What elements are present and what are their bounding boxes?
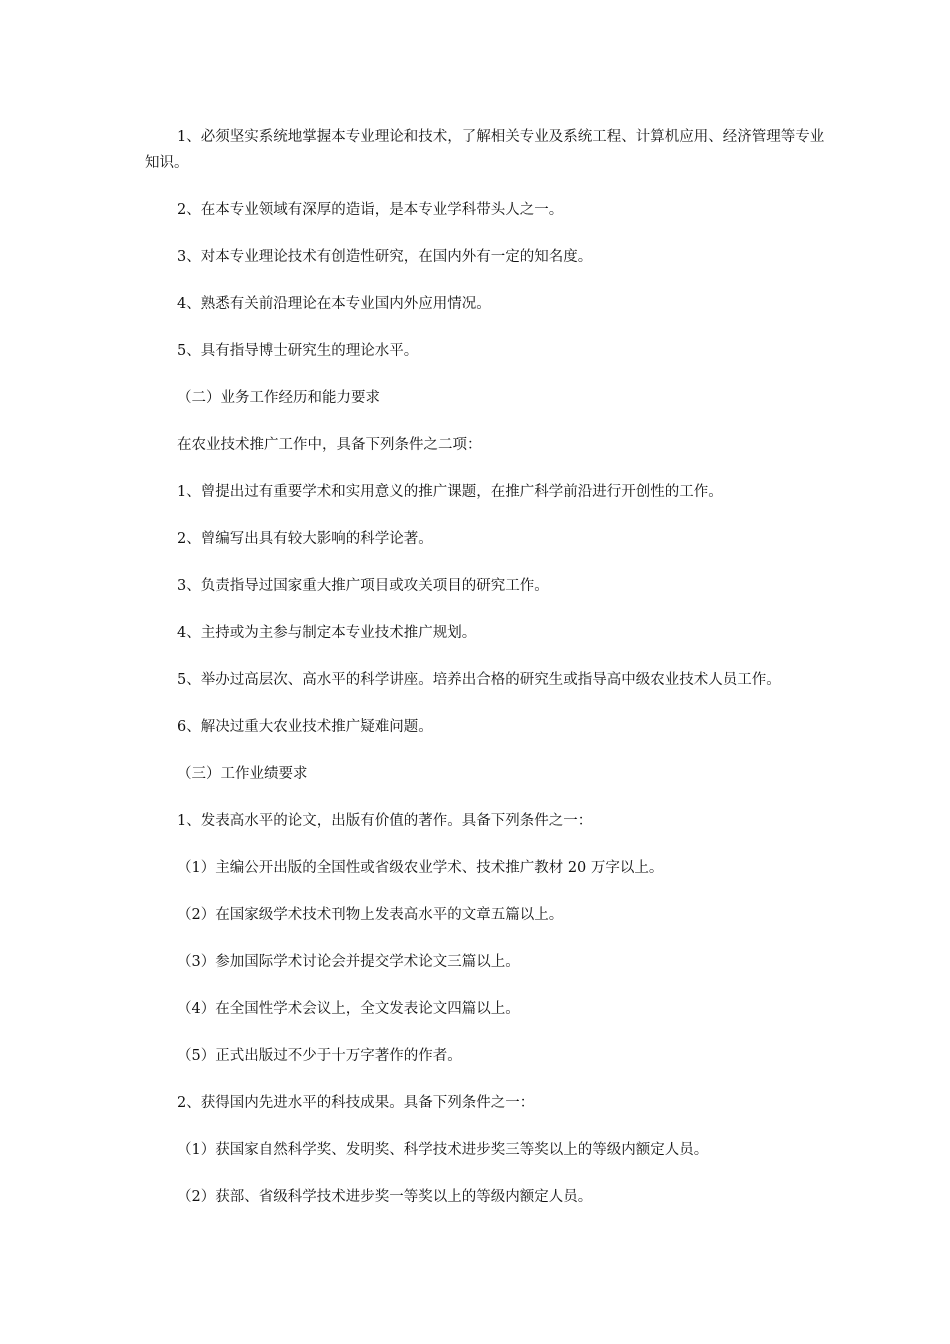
paragraph-2: 2、在本专业领域有深厚的造诣，是本专业学科带头人之一。: [177, 202, 564, 218]
paragraph-15: （2）在国家级学术技术刊物上发表高水平的文章五篇以上。: [177, 907, 564, 923]
paragraph-12: 6、解决过重大农业技术推广疑难问题。: [177, 719, 433, 735]
paragraph-9: 3、负责指导过国家重大推广项目或攻关项目的研究工作。: [177, 578, 549, 594]
paragraph-11: 5、举办过高层次、高水平的科学讲座。培养出合格的研究生或指导高中级农业技术人员工作。: [177, 672, 781, 688]
paragraph-7: 1、曾提出过有重要学术和实用意义的推广课题，在推广科学前沿进行开创性的工作。: [177, 484, 723, 500]
paragraph-1: 1、必须坚实系统地掌握本专业理论和技术，了解相关专业及系统工程、计算机应用、经济管理等专业知识。: [145, 129, 825, 171]
paragraph-4: 4、熟悉有关前沿理论在本专业国内外应用情况。: [177, 296, 491, 312]
paragraph-5: 5、具有指导博士研究生的理论水平。: [177, 343, 419, 359]
paragraph-3: 3、对本专业理论技术有创造性研究，在国内外有一定的知名度。: [177, 249, 593, 265]
paragraph-16: （3）参加国际学术讨论会并提交学术论文三篇以上。: [177, 954, 520, 970]
section-heading-3: （三）工作业绩要求: [177, 766, 308, 782]
section-heading-2: （二）业务工作经历和能力要求: [177, 390, 380, 406]
paragraph-6: 在农业技术推广工作中，具备下列条件之二项：: [177, 437, 482, 453]
paragraph-8: 2、曾编写出具有较大影响的科学论著。: [177, 531, 433, 547]
paragraph-13: 1、发表高水平的论文，出版有价值的著作。具备下列条件之一：: [177, 813, 593, 829]
paragraph-21: （2）获部、省级科学技术进步奖一等奖以上的等级内额定人员。: [177, 1189, 593, 1205]
paragraph-10: 4、主持或为主参与制定本专业技术推广规划。: [177, 625, 477, 641]
paragraph-19: 2、获得国内先进水平的科技成果。具备下列条件之一：: [177, 1095, 535, 1111]
paragraph-17: （4）在全国性学术会议上，全文发表论文四篇以上。: [177, 1001, 520, 1017]
paragraph-14: （1）主编公开出版的全国性或省级农业学术、技术推广教材 20 万字以上。: [177, 860, 664, 876]
paragraph-20: （1）获国家自然科学奖、发明奖、科学技术进步奖三等奖以上的等级内额定人员。: [177, 1142, 709, 1158]
paragraph-18: （5）正式出版过不少于十万字著作的作者。: [177, 1048, 462, 1064]
